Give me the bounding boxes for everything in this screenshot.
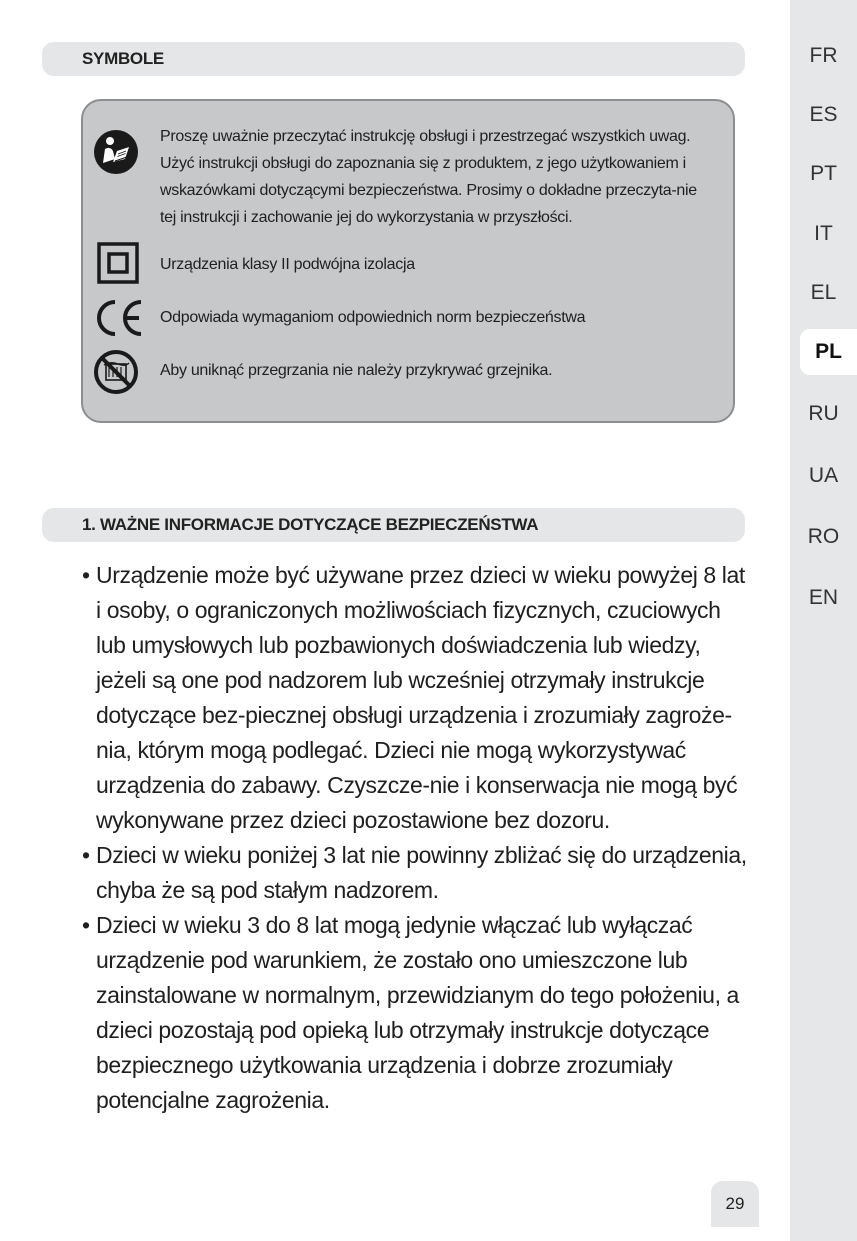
symbol-text-class2: Urządzenia klasy II podwójna izolacja — [160, 256, 415, 273]
do-not-cover-icon — [93, 349, 139, 395]
lang-tab-it[interactable]: IT — [814, 222, 833, 245]
lang-tab-pl[interactable]: PL — [800, 329, 857, 375]
symbol-text-nocover: Aby uniknąć przegrzania nie należy przykrywać grzejnika. — [160, 362, 553, 379]
symbol-text-manual: Proszę uważnie przeczytać instrukcję obsługi i przestrzegać wszystkich uwag. Użyć instrukcji obsługi do zapoznania się z produktem, z jego użytkowaniem i wskazówkami dotyczącymi bezpieczeństwa. Prosimy o dokładne przeczyta-nie tej instrukcji i zachowanie jej do wykorzystania w przyszłości. — [160, 128, 697, 226]
lang-tab-ru[interactable]: RU — [808, 402, 839, 425]
safety-bullet-list — [82, 558, 752, 1118]
list-item — [82, 838, 752, 908]
lang-tab-ro[interactable]: RO — [807, 525, 840, 548]
bullet-text: Dzieci w wieku 3 do 8 lat mogą jedynie włączać lub wyłączać urządzenie pod warunkiem, że zostało ono umieszczone lub zainstalowane w normalnym, przewidzianym do tego położeniu, a dzieci pozostają pod opieką lub otrzymały instrukcje dotyczące bezpiecznego użytkowania urządzenia i dobrze zrozumiały potencjalne zagrożenia. — [96, 912, 739, 1113]
lang-tab-pt[interactable]: PT — [810, 162, 837, 185]
safety-header — [42, 508, 745, 542]
symbols-header — [42, 42, 745, 76]
bullet-marker: • — [82, 562, 90, 588]
class-ii-double-insulation-icon — [97, 242, 139, 284]
lang-tab-es[interactable]: ES — [809, 103, 838, 126]
safety-title: 1. WAŻNE INFORMACJE DOTYCZĄCE BEZPIECZEŃSTWA — [82, 515, 539, 534]
list-item — [82, 558, 752, 838]
symbol-text-ce: Odpowiada wymaganiom odpowiednich norm bezpieczeństwa — [160, 309, 586, 326]
symbols-box — [81, 99, 735, 423]
ce-mark-icon — [93, 298, 145, 338]
bullet-text: Urządzenie może być używane przez dzieci w wieku powyżej 8 lat i osoby, o ograniczonych możliwościach fizycznych, czuciowych lub umysłowych lub pozbawionych doświadczenia lub wiedzy, jeżeli są one pod nadzorem lub wcześniej otrzymały instrukcje dotyczące bez-piecznej obsługi urządzenia i zrozumiały zagroże-nia, którym mogą podlegać. Dzieci nie mogą wykorzystywać urządzenia do zabawy. Czyszcze-nie i konserwacja nie mogą być wykonywane przez dzieci pozostawione bez dozoru. — [96, 562, 745, 833]
page-number: 29 — [711, 1181, 759, 1227]
lang-tab-el[interactable]: EL — [810, 281, 837, 304]
lang-tab-en[interactable]: EN — [808, 586, 839, 609]
language-sidebar — [790, 0, 857, 1241]
bullet-marker: • — [82, 842, 90, 868]
symbols-title: SYMBOLE — [82, 49, 164, 68]
read-manual-icon — [93, 129, 139, 175]
bullet-text: Dzieci w wieku poniżej 3 lat nie powinny zbliżać się do urządzenia, chyba że są pod stałym nadzorem. — [96, 842, 747, 903]
list-item — [82, 908, 752, 1118]
bullet-marker: • — [82, 912, 90, 938]
lang-tab-fr[interactable]: FR — [809, 44, 838, 67]
lang-tab-ua[interactable]: UA — [808, 464, 839, 487]
